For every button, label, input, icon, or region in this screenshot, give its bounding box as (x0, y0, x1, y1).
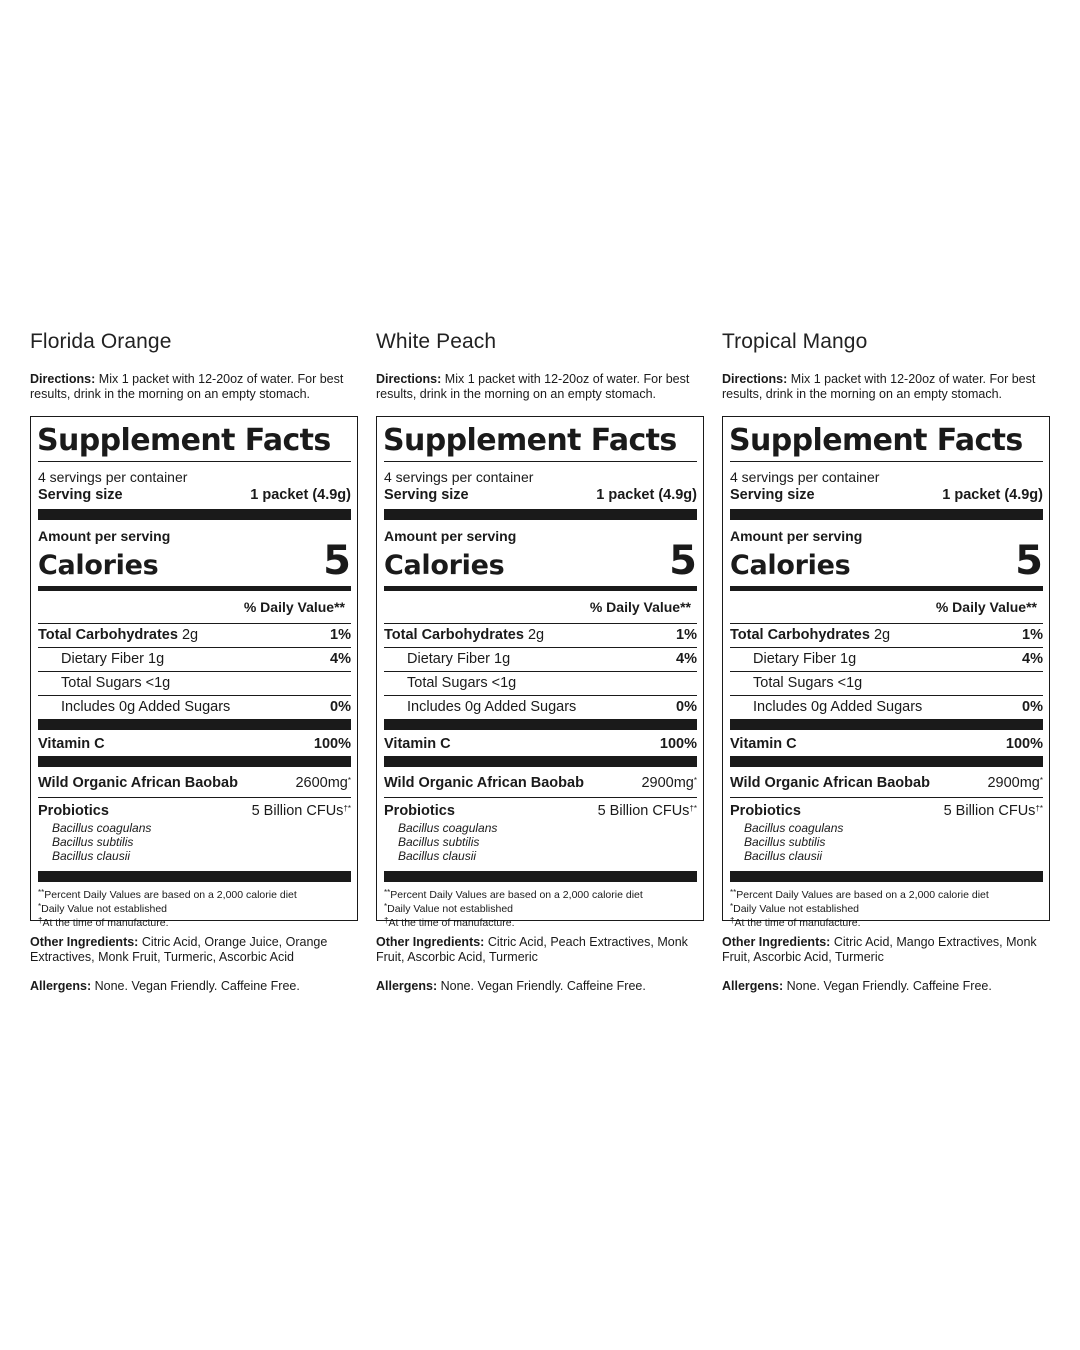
directions-text: Mix 1 packet with 12-20oz of water. For best results, drink in the morning on an empty stomach. (722, 372, 1036, 401)
footnote: *Daily Value not established (38, 902, 168, 915)
thick-bar (38, 756, 351, 767)
nutrient-pct: 1% (1022, 627, 1043, 643)
product-column-tropical-mango (722, 330, 1050, 994)
allergens-label: Allergens: (30, 979, 92, 993)
calories-value: 5 (323, 538, 351, 584)
baobab-amount: 2600mg (295, 775, 348, 791)
other-ingredients-label: Other Ingredients: (376, 935, 485, 949)
nutrient-row-total-sugars (384, 671, 697, 695)
allergens-text: None. Vegan Friendly. Caffeine Free. (94, 979, 300, 993)
footnote: **Percent Daily Values are based on a 2,000 calorie diet (38, 888, 297, 901)
supplement-facts-title: Supplement Facts (37, 423, 331, 458)
nutrient-label: Includes 0g Added Sugars (753, 699, 923, 715)
nutrient-pct: 4% (330, 651, 351, 667)
baobab-label: Wild Organic African Baobab (38, 775, 238, 791)
nutrient-label: Includes 0g Added Sugars (407, 699, 577, 715)
strain: Bacillus subtilis (744, 835, 826, 849)
serving-size-label: Serving size (38, 487, 123, 503)
product-column-florida-orange (30, 330, 358, 994)
thick-bar (730, 871, 1043, 882)
nutrient-label: Dietary Fiber 1g (753, 651, 857, 667)
calories-label: Calories (730, 550, 851, 581)
directions-label: Directions: (722, 372, 788, 386)
nutrient-row-total-carbs (730, 623, 1043, 647)
servings-per-container: 4 servings per container (38, 469, 188, 485)
supplement-facts-panel (30, 416, 358, 929)
product-columns (30, 330, 1050, 994)
flavor-title: Tropical Mango (722, 330, 868, 353)
thick-bar (384, 719, 697, 730)
daily-value-header: % Daily Value** (589, 599, 691, 615)
baobab-row: Wild Organic African Baobab 2900mg* (730, 767, 1043, 798)
allergens-text: None. Vegan Friendly. Caffeine Free. (786, 979, 992, 993)
nutrient-label: Total Carbohydrates (730, 627, 870, 643)
baobab-row: Wild Organic African Baobab 2600mg* (38, 767, 351, 798)
thick-bar (38, 719, 351, 730)
nutrient-pct: 0% (676, 699, 697, 715)
probiotics-label: Probiotics (730, 803, 801, 819)
vitamin-c-label: Vitamin C (38, 736, 105, 752)
baobab-label: Wild Organic African Baobab (730, 775, 930, 791)
thick-bar (730, 719, 1043, 730)
strain: Bacillus coagulans (52, 821, 152, 835)
nutrient-row-added-sugars (384, 695, 697, 719)
footnote: **Percent Daily Values are based on a 2,000 calorie diet (730, 888, 989, 901)
amount-per-serving: Amount per serving (38, 528, 171, 544)
footnote: †At the time of manufacture. (38, 916, 169, 929)
nutrient-pct: 4% (1022, 651, 1043, 667)
amount-per-serving: Amount per serving (384, 528, 517, 544)
allergens-text: None. Vegan Friendly. Caffeine Free. (440, 979, 646, 993)
strain: Bacillus coagulans (398, 821, 498, 835)
probiotics-label: Probiotics (384, 803, 455, 819)
nutrient-label: Total Carbohydrates (384, 627, 524, 643)
other-ingredients-label: Other Ingredients: (30, 935, 139, 949)
product-column-white-peach (376, 330, 704, 994)
vitamin-c-row (730, 730, 1043, 756)
probiotics-amount: 5 Billion CFUs (943, 803, 1036, 819)
footnote: †At the time of manufacture. (730, 916, 861, 929)
directions (722, 372, 1050, 402)
serving-size-value: 1 packet (4.9g) (596, 487, 697, 503)
rule (730, 461, 1043, 462)
probiotics-label: Probiotics (38, 803, 109, 819)
vitamin-c-label: Vitamin C (384, 736, 451, 752)
strain: Bacillus clausii (398, 849, 477, 863)
daily-value-header: % Daily Value** (935, 599, 1037, 615)
other-ingredients (30, 935, 358, 965)
strain: Bacillus coagulans (744, 821, 844, 835)
serving-size-row (38, 486, 351, 509)
other-ingredients-text: Citric Acid, Peach Extractives, Monk Fruit, Ascorbic Acid, Turmeric (376, 935, 688, 964)
supplement-facts-title: Supplement Facts (729, 423, 1023, 458)
nutrient-amount: 2g (181, 627, 199, 643)
rule (38, 461, 351, 462)
other-ingredients-text: Citric Acid, Orange Juice, Orange Extractives, Monk Fruit, Turmeric, Ascorbic Acid (30, 935, 328, 964)
allergens-label: Allergens: (722, 979, 784, 993)
strain: Bacillus subtilis (398, 835, 480, 849)
nutrient-pct: 1% (330, 627, 351, 643)
serving-size-label: Serving size (730, 487, 815, 503)
nutrient-pct: 0% (1022, 699, 1043, 715)
supplement-facts-title: Supplement Facts (383, 423, 677, 458)
thick-bar (38, 509, 351, 520)
vitamin-c-row (38, 730, 351, 756)
serving-size-row (730, 486, 1043, 509)
vitamin-c-label: Vitamin C (730, 736, 797, 752)
nutrient-label: Total Sugars <1g (407, 675, 517, 691)
probiotic-strains (38, 821, 351, 871)
nutrient-row-dietary-fiber (38, 647, 351, 671)
other-ingredients (376, 935, 704, 965)
directions-label: Directions: (376, 372, 442, 386)
baobab-amount: 2900mg (641, 775, 694, 791)
nutrient-row-total-carbs (38, 623, 351, 647)
thick-bar (730, 756, 1043, 767)
directions (30, 372, 358, 402)
footnote: **Percent Daily Values are based on a 2,000 calorie diet (384, 888, 643, 901)
probiotics-row: Probiotics 5 Billion CFUs†* (384, 803, 697, 819)
footnotes (384, 882, 697, 930)
strain: Bacillus subtilis (52, 835, 134, 849)
vitamin-c-pct: 100% (1005, 736, 1043, 752)
thick-bar (384, 871, 697, 882)
directions-text: Mix 1 packet with 12-20oz of water. For best results, drink in the morning on an empty stomach. (30, 372, 344, 401)
footnotes (730, 882, 1043, 930)
nutrient-pct: 4% (676, 651, 697, 667)
probiotics-amount: 5 Billion CFUs (597, 803, 690, 819)
directions-label: Directions: (30, 372, 96, 386)
nutrient-row-added-sugars (730, 695, 1043, 719)
flavor-title: White Peach (376, 330, 497, 353)
rule (384, 461, 697, 462)
nutrient-label: Total Carbohydrates (38, 627, 178, 643)
probiotic-strains (384, 821, 697, 871)
calories-label: Calories (384, 550, 505, 581)
calories-label: Calories (38, 550, 159, 581)
footnote: *Daily Value not established (730, 902, 860, 915)
allergens (376, 979, 704, 994)
footnote: †At the time of manufacture. (384, 916, 515, 929)
calories-value: 5 (1015, 538, 1043, 584)
nutrient-label: Total Sugars <1g (753, 675, 863, 691)
allergens-label: Allergens: (376, 979, 438, 993)
supplement-facts-panel (722, 416, 1050, 929)
directions (376, 372, 704, 402)
probiotics-row: Probiotics 5 Billion CFUs†* (38, 803, 351, 819)
probiotic-strains (730, 821, 1043, 871)
other-ingredients (722, 935, 1050, 965)
baobab-amount: 2900mg (987, 775, 1040, 791)
baobab-label: Wild Organic African Baobab (384, 775, 584, 791)
calories-value: 5 (669, 538, 697, 584)
vitamin-c-row (384, 730, 697, 756)
nutrient-amount: 2g (527, 627, 545, 643)
thick-bar (730, 509, 1043, 520)
supplement-facts-panel (376, 416, 704, 929)
calories-row (38, 540, 351, 586)
thick-bar (38, 871, 351, 882)
servings-per-container: 4 servings per container (384, 469, 534, 485)
baobab-row: Wild Organic African Baobab 2900mg* (384, 767, 697, 798)
calories-row (730, 540, 1043, 586)
allergens (722, 979, 1050, 994)
amount-per-serving: Amount per serving (730, 528, 863, 544)
nutrient-row-total-sugars (38, 671, 351, 695)
other-ingredients-text: Citric Acid, Mango Extractives, Monk Fruit, Ascorbic Acid, Turmeric (722, 935, 1037, 964)
nutrient-row-dietary-fiber (730, 647, 1043, 671)
directions-text: Mix 1 packet with 12-20oz of water. For best results, drink in the morning on an empty stomach. (376, 372, 690, 401)
vitamin-c-pct: 100% (313, 736, 351, 752)
nutrient-row-total-carbs (384, 623, 697, 647)
footnotes (38, 882, 351, 930)
nutrient-label: Total Sugars <1g (61, 675, 171, 691)
nutrient-pct: 0% (330, 699, 351, 715)
other-ingredients-label: Other Ingredients: (722, 935, 831, 949)
calories-row (384, 540, 697, 586)
strain: Bacillus clausii (744, 849, 823, 863)
serving-size-value: 1 packet (4.9g) (250, 487, 351, 503)
nutrient-label: Dietary Fiber 1g (61, 651, 165, 667)
nutrient-label: Dietary Fiber 1g (407, 651, 511, 667)
nutrient-amount: 2g (873, 627, 891, 643)
thick-bar (384, 756, 697, 767)
footnote: *Daily Value not established (384, 902, 514, 915)
strain: Bacillus clausii (52, 849, 131, 863)
nutrient-label: Includes 0g Added Sugars (61, 699, 231, 715)
nutrient-row-added-sugars (38, 695, 351, 719)
thick-bar (384, 509, 697, 520)
nutrient-row-dietary-fiber (384, 647, 697, 671)
serving-size-label: Serving size (384, 487, 469, 503)
probiotics-amount: 5 Billion CFUs (251, 803, 344, 819)
nutrient-pct: 1% (676, 627, 697, 643)
allergens (30, 979, 358, 994)
flavor-title: Florida Orange (30, 330, 172, 353)
serving-size-row (384, 486, 697, 509)
nutrient-row-total-sugars (730, 671, 1043, 695)
probiotics-row: Probiotics 5 Billion CFUs†* (730, 803, 1043, 819)
servings-per-container: 4 servings per container (730, 469, 880, 485)
serving-size-value: 1 packet (4.9g) (942, 487, 1043, 503)
vitamin-c-pct: 100% (659, 736, 697, 752)
daily-value-header: % Daily Value** (243, 599, 345, 615)
